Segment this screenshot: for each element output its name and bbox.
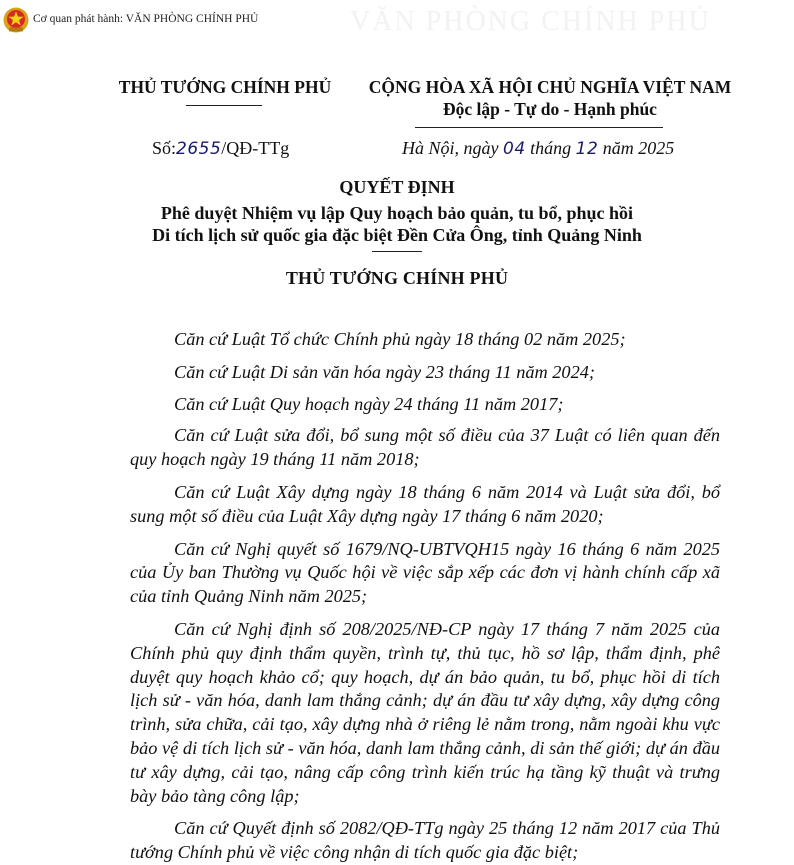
agency-name: THỦ TƯỚNG CHÍNH PHỦ — [118, 77, 332, 97]
handwritten-number: 2655 — [176, 139, 222, 159]
legal-basis-paragraph: Căn cứ Quyết định số 2082/QĐ-TTg ngày 25 tháng 12 năm 2017 của Thủ tướng Chính phủ về việc công nhận di tích quốc gia đặc biệt; — [130, 818, 720, 863]
legal-basis-paragraph: Căn cứ Luật Tổ chức Chính phủ ngày 18 tháng 02 năm 2025; — [174, 329, 626, 349]
national-motto: Độc lập - Tự do - Hạnh phúc — [443, 99, 657, 119]
legal-basis-paragraph: Căn cứ Luật Quy hoạch ngày 24 tháng 11 năm 2017; — [174, 393, 564, 414]
legal-basis-paragraph: Căn cứ Nghị quyết số 1679/NQ-UBTVQH15 ngày 16 tháng 6 năm 2025 của Ủy ban Thường vụ Quốc hội về việc sắp xếp các đơn vị hành chính cấp xã của tỉnh Quảng Ninh năm 2025; — [130, 538, 720, 607]
legal-basis-paragraph: Căn cứ Luật Di sản văn hóa ngày 23 tháng 11 năm 2024; — [174, 361, 595, 382]
watermark-text: VĂN PHÒNG CHÍNH PHỦ — [350, 6, 711, 37]
legal-basis-paragraph: Căn cứ Nghị định số 208/2025/NĐ-CP ngày 17 tháng 7 năm 2025 của Chính phủ quy định thẩm quyền, trình tự, thủ tục, hồ sơ lập, thẩm định, phê duyệt quy hoạch khảo cổ; quy hoạch, dự án bảo quản, tu bổ, phục hồi di tích lịch sử - văn hóa, danh lam thắng cảnh; dự án đầu tư xây dựng, xây dựng công trình, sửa chữa, cải tạo, xây dựng nhà ở riêng lẻ nằm trong, nằm ngoài khu vực bảo vệ di tích lịch sử - văn hóa, danh lam thắng cảnh, di sản thế giới; dự án đầu tư xây dựng, cải tạo, nâng cấp công trình kiến trúc hạ tầng kỹ thuật và trưng bày bảo tàng công lập; — [130, 618, 720, 806]
issuer-label: Cơ quan phát hành: VĂN PHÒNG CHÍNH PHỦ — [33, 13, 259, 25]
issue-date: Hà Nội, ngày 04 tháng 12 năm 2025 — [402, 138, 675, 159]
national-emblem-icon — [3, 6, 29, 34]
decision-title: QUYẾT ĐỊNH — [339, 177, 455, 197]
legal-basis-section — [130, 0, 720, 865]
decision-subtitle-line-1: Phê duyệt Nhiệm vụ lập Quy hoạch bảo quản, tu bổ, phục hồi — [160, 203, 634, 223]
decision-subtitle-line-2: Di tích lịch sử quốc gia đặc biệt Đền Cửa Ông, tỉnh Quảng Ninh — [152, 225, 642, 245]
legal-basis-paragraph: Căn cứ Luật sửa đổi, bổ sung một số điều của 37 Luật có liên quan đến quy hoạch ngày 19 tháng 11 năm 2018; — [130, 425, 720, 470]
document-number: Số:2655/QĐ-TTg — [152, 138, 290, 159]
issuing-authority: THỦ TƯỚNG CHÍNH PHỦ — [285, 268, 509, 288]
handwritten-month: 12 — [575, 139, 599, 159]
nation-name: CỘNG HÒA XÃ HỘI CHỦ NGHĨA VIỆT NAM — [368, 77, 732, 97]
legal-basis-paragraph: Căn cứ Luật Xây dựng ngày 18 tháng 6 năm 2014 và Luật sửa đổi, bổ sung một số điều của Luật Xây dựng ngày 17 tháng 6 năm 2020; — [130, 481, 720, 526]
handwritten-day: 04 — [503, 139, 526, 159]
